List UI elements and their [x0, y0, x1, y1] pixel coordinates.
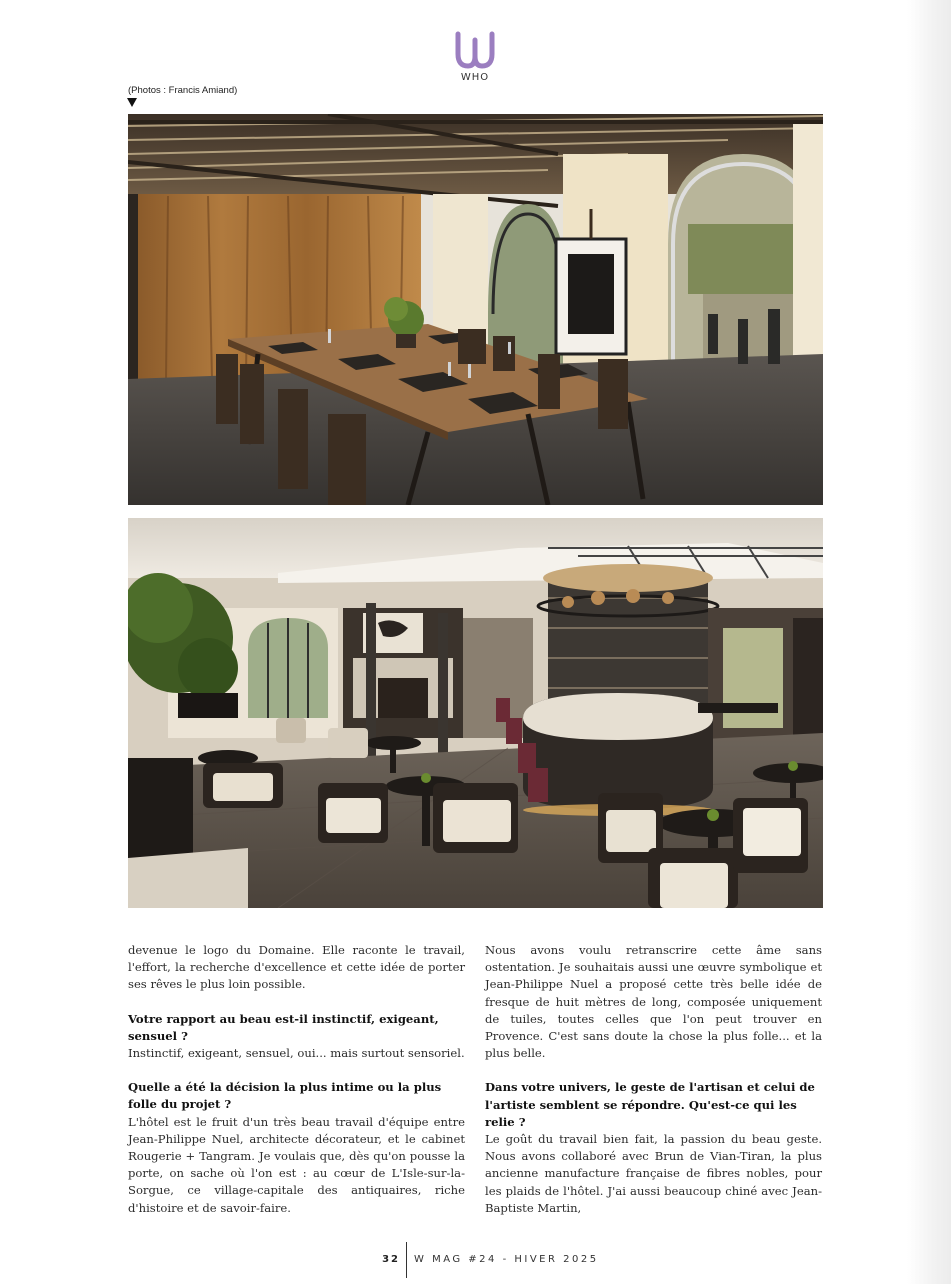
page-edge-shadow [907, 0, 951, 1284]
hotel-lounge-bar-photo [128, 518, 823, 908]
article-column-right [485, 942, 822, 1234]
magazine-issue: W MAG #24 - HIVER 2025 [414, 1254, 599, 1265]
page-number: 32 [382, 1254, 400, 1265]
interview-answer: L'hôtel est le fruit d'un très beau travail d'équipe entre Jean-Philippe Nuel, architecte décorateur, et le cabinet Rougerie + Tangram. Je voulais que, dès qu'on pousse la porte, on sache où l'on est : au cœur de L'Isle-sur-la-Sorgue, ce village-capitale des antiquaires, riche d'histoire et de savoir-faire. [128, 1114, 465, 1215]
section-label: WHO [460, 72, 490, 83]
meeting-room-photo [128, 114, 823, 505]
w-logo-icon [453, 30, 497, 70]
interview-question: Dans votre univers, le geste de l'artisan et celui de l'artiste semblent se répondre. Qu'est-ce qui les relie ? [485, 1080, 815, 1129]
interview-question: Quelle a été la décision la plus intime ou la plus folle du projet ? [128, 1080, 442, 1112]
page-footer [0, 1242, 951, 1278]
qa-block [128, 1079, 465, 1217]
down-arrow-icon [127, 98, 137, 107]
qa-block [485, 1079, 822, 1217]
paragraph: devenue le logo du Domaine. Elle raconte le travail, l'effort, la recherche d'excellence et cette idée de porter ses rêves le plus loin possible. [128, 943, 465, 992]
article-column-left [128, 942, 465, 1234]
interview-answer: Instinctif, exigeant, sensuel, oui... mais surtout sensoriel. [128, 1046, 465, 1061]
qa-block [128, 1011, 465, 1063]
interview-question: Votre rapport au beau est-il instinctif, exigeant, sensuel ? [128, 1011, 439, 1043]
footer-divider [406, 1242, 407, 1278]
interview-answer: Le goût du travail bien fait, la passion du beau geste. Nous avons collaboré avec Brun de Vian-Tiran, la plus ancienne manufacture française de fibres nobles, pour les plaids de l'hôtel. J'ai aussi beaucoup chiné avec Jean-Baptiste Martin, [485, 1132, 822, 1215]
paragraph: Nous avons voulu retranscrire cette âme sans ostentation. Je souhaitais aussi une œuvre symbolique et Jean-Philippe Nuel a proposé cette très belle idée de fresque de huit mètres de long, composée uniquement de tuiles, toutes celles que l'on peut trouver en Provence. C'est sans doute la chose la plus folle... et la plus belle. [485, 943, 822, 1061]
photo-credit: (Photos : Francis Amiand) [128, 85, 238, 96]
